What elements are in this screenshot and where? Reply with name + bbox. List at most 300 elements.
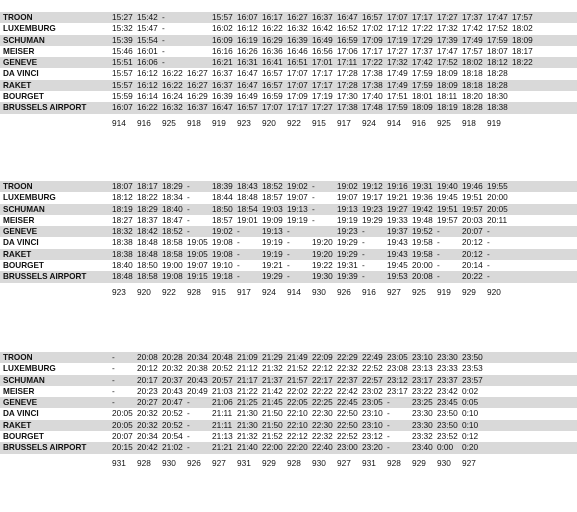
route-number: 929 bbox=[412, 457, 426, 468]
time-cell: 16:24 bbox=[162, 91, 183, 102]
stop-name: TROON bbox=[3, 13, 33, 22]
time-cell: 17:37 bbox=[412, 45, 433, 56]
time-cell: 18:54 bbox=[237, 203, 258, 214]
time-cell: 22:20 bbox=[287, 442, 308, 453]
timetable-block-1 bbox=[0, 12, 577, 131]
time-cell: - bbox=[312, 203, 315, 214]
route-number: 930 bbox=[312, 286, 326, 297]
time-cell: 16:47 bbox=[237, 79, 258, 90]
stop-row bbox=[0, 23, 577, 34]
time-cell: 19:57 bbox=[437, 214, 458, 225]
time-cell: 19:45 bbox=[387, 260, 408, 271]
time-cell: 21:50 bbox=[262, 419, 283, 430]
route-number: 916 bbox=[362, 286, 376, 297]
time-cell: 20:15 bbox=[112, 442, 133, 453]
stop-row bbox=[0, 102, 577, 113]
time-cell: 17:28 bbox=[337, 68, 358, 79]
time-cell: 18:50 bbox=[137, 260, 158, 271]
stop-row bbox=[0, 35, 577, 46]
time-cell: 15:47 bbox=[137, 23, 158, 34]
stop-row bbox=[0, 397, 577, 408]
route-number: 923 bbox=[237, 117, 251, 128]
stop-name: SCHUMAN bbox=[3, 35, 45, 45]
route-number: 919 bbox=[212, 117, 226, 128]
time-cell: 19:09 bbox=[262, 214, 283, 225]
time-cell: 20:05 bbox=[487, 203, 508, 214]
route-number: 920 bbox=[137, 286, 151, 297]
time-cell: 19:29 bbox=[362, 214, 383, 225]
time-cell: 16:37 bbox=[312, 12, 333, 22]
route-number: 930 bbox=[312, 457, 326, 468]
time-cell: 18:48 bbox=[237, 192, 258, 203]
time-cell: 20:05 bbox=[112, 419, 133, 430]
time-cell: 19:05 bbox=[187, 237, 208, 248]
stop-name: BOURGET bbox=[3, 261, 44, 271]
time-cell: 18:40 bbox=[162, 203, 183, 214]
time-cell: 19:16 bbox=[387, 181, 408, 191]
time-cell: - bbox=[437, 237, 440, 248]
time-cell: 17:07 bbox=[287, 79, 308, 90]
route-number: 929 bbox=[462, 286, 476, 297]
time-cell: 19:39 bbox=[337, 271, 358, 282]
time-cell: 16:52 bbox=[337, 23, 358, 34]
time-cell: 17:40 bbox=[362, 91, 383, 102]
time-cell: 21:32 bbox=[237, 431, 258, 442]
route-number: 917 bbox=[237, 286, 251, 297]
time-cell: 16:02 bbox=[212, 23, 233, 34]
time-cell: 22:10 bbox=[287, 419, 308, 430]
time-cell bbox=[187, 57, 212, 68]
time-cell: 22:57 bbox=[362, 374, 383, 385]
time-cell: 19:00 bbox=[162, 260, 183, 271]
time-cell: 19:23 bbox=[337, 226, 358, 237]
route-number: 924 bbox=[362, 117, 376, 128]
time-cell: 17:42 bbox=[412, 57, 433, 68]
route-number: 920 bbox=[487, 286, 501, 297]
time-cell: 19:19 bbox=[337, 214, 358, 225]
time-cell: 19:05 bbox=[187, 248, 208, 259]
time-cell: 19:13 bbox=[262, 226, 283, 237]
time-cell: - bbox=[387, 408, 390, 419]
time-cell: 15:27 bbox=[112, 12, 133, 22]
route-number: 928 bbox=[137, 457, 151, 468]
time-cell: 21:02 bbox=[162, 442, 183, 453]
time-cell: 17:32 bbox=[437, 23, 458, 34]
stop-row bbox=[0, 249, 577, 260]
time-cell: 19:43 bbox=[387, 237, 408, 248]
time-cell: 19:21 bbox=[262, 260, 283, 271]
route-number: 931 bbox=[112, 457, 126, 468]
time-cell: 21:03 bbox=[212, 385, 233, 396]
time-cell: 23:17 bbox=[412, 374, 433, 385]
time-cell: 18:32 bbox=[112, 226, 133, 237]
stop-name: LUXEMBURG bbox=[3, 24, 56, 34]
stop-name: TROON bbox=[3, 182, 33, 191]
stop-row bbox=[0, 408, 577, 419]
time-cell: - bbox=[362, 260, 365, 271]
stop-row bbox=[0, 12, 577, 23]
stop-row bbox=[0, 352, 577, 363]
route-number: 916 bbox=[137, 117, 151, 128]
stop-row bbox=[0, 442, 577, 453]
time-cell: 21:57 bbox=[287, 374, 308, 385]
time-cell: 15:57 bbox=[112, 68, 133, 79]
time-cell: 18:27 bbox=[112, 214, 133, 225]
time-cell: 20:07 bbox=[462, 226, 483, 237]
time-cell: 18:58 bbox=[137, 271, 158, 282]
time-cell: 17:39 bbox=[437, 34, 458, 45]
time-cell: 15:57 bbox=[112, 79, 133, 90]
time-cell: - bbox=[487, 260, 490, 271]
stop-row bbox=[0, 386, 577, 397]
time-cell: 19:20 bbox=[312, 248, 333, 259]
time-cell: 20:57 bbox=[212, 374, 233, 385]
time-cell: 17:28 bbox=[337, 79, 358, 90]
stop-name: DA VINCI bbox=[3, 409, 39, 419]
time-cell: 18:48 bbox=[137, 237, 158, 248]
stop-name: MEISER bbox=[3, 215, 35, 225]
time-cell: 20:43 bbox=[187, 374, 208, 385]
time-cell: 16:22 bbox=[162, 79, 183, 90]
time-cell: 15:39 bbox=[112, 34, 133, 45]
time-cell: 17:07 bbox=[387, 12, 408, 22]
time-cell: 17:32 bbox=[387, 57, 408, 68]
time-cell: 19:37 bbox=[387, 226, 408, 237]
time-cell: - bbox=[187, 181, 190, 191]
time-cell: 23:25 bbox=[412, 397, 433, 408]
time-cell: 16:19 bbox=[237, 34, 258, 45]
time-cell: 16:12 bbox=[137, 68, 158, 79]
time-cell: 17:38 bbox=[362, 79, 383, 90]
time-cell: - bbox=[237, 248, 240, 259]
time-cell: 16:09 bbox=[212, 34, 233, 45]
time-cell: 16:27 bbox=[187, 79, 208, 90]
time-cell: 20:00 bbox=[487, 192, 508, 203]
time-cell: 19:02 bbox=[212, 226, 233, 237]
time-cell: - bbox=[487, 237, 490, 248]
time-cell: 0:12 bbox=[462, 431, 479, 442]
time-cell: 22:29 bbox=[337, 352, 358, 362]
time-cell: 18:58 bbox=[162, 248, 183, 259]
time-cell: 18:09 bbox=[412, 102, 433, 113]
stop-name: BRUSSELS AIRPORT bbox=[3, 443, 87, 453]
time-cell: - bbox=[487, 271, 490, 282]
time-cell: 18:02 bbox=[462, 57, 483, 68]
time-cell: 19:19 bbox=[262, 237, 283, 248]
time-cell: 18:18 bbox=[462, 68, 483, 79]
stop-row bbox=[0, 271, 577, 282]
time-cell: 21:30 bbox=[237, 408, 258, 419]
route-number: 915 bbox=[212, 286, 226, 297]
time-cell: 23:57 bbox=[462, 374, 483, 385]
route-number: 925 bbox=[412, 286, 426, 297]
time-cell: - bbox=[312, 181, 315, 191]
time-cell: - bbox=[112, 352, 115, 362]
time-cell: 16:57 bbox=[237, 102, 258, 113]
route-number: 927 bbox=[212, 457, 226, 468]
time-cell: 23:12 bbox=[362, 431, 383, 442]
stop-name: LUXEMBURG bbox=[3, 193, 56, 203]
time-cell bbox=[187, 23, 212, 34]
time-cell: 20:05 bbox=[112, 408, 133, 419]
stop-row bbox=[0, 46, 577, 57]
time-cell: 17:17 bbox=[312, 79, 333, 90]
time-cell: 19:29 bbox=[337, 237, 358, 248]
time-cell: - bbox=[387, 442, 390, 453]
time-cell: 16:29 bbox=[262, 34, 283, 45]
time-cell: 19:15 bbox=[187, 271, 208, 282]
route-number: 922 bbox=[287, 117, 301, 128]
time-cell: - bbox=[162, 12, 165, 22]
time-cell: 18:09 bbox=[437, 68, 458, 79]
stop-name: RAKET bbox=[3, 249, 32, 259]
time-cell: - bbox=[162, 23, 165, 34]
time-cell: 18:40 bbox=[112, 260, 133, 271]
time-cell: 19:51 bbox=[437, 203, 458, 214]
time-cell: - bbox=[187, 203, 190, 214]
time-cell: - bbox=[437, 248, 440, 259]
time-cell: 16:36 bbox=[262, 45, 283, 56]
time-cell: 20:28 bbox=[162, 352, 183, 362]
time-cell: 19:23 bbox=[362, 203, 383, 214]
time-cell: 18:57 bbox=[212, 214, 233, 225]
time-cell: 16:12 bbox=[237, 23, 258, 34]
route-number: 924 bbox=[262, 286, 276, 297]
time-cell: 19:29 bbox=[262, 271, 283, 282]
time-cell: 19:51 bbox=[462, 192, 483, 203]
time-cell: 20:34 bbox=[187, 352, 208, 362]
route-number: 917 bbox=[337, 117, 351, 128]
timetable-block-2 bbox=[0, 181, 577, 300]
time-cell: 18:17 bbox=[137, 181, 158, 191]
time-cell: 17:17 bbox=[287, 102, 308, 113]
time-cell: 21:50 bbox=[262, 408, 283, 419]
time-cell: 16:37 bbox=[212, 79, 233, 90]
time-cell: - bbox=[287, 271, 290, 282]
time-cell: - bbox=[112, 363, 115, 374]
time-cell: 18:28 bbox=[462, 102, 483, 113]
stop-row bbox=[0, 226, 577, 237]
time-cell: 16:56 bbox=[312, 45, 333, 56]
stop-name: BOURGET bbox=[3, 92, 44, 102]
time-cell: 19:29 bbox=[337, 248, 358, 259]
time-cell: 20:32 bbox=[137, 408, 158, 419]
route-number: 930 bbox=[437, 457, 451, 468]
stop-name: SCHUMAN bbox=[3, 204, 45, 214]
time-cell: 19:01 bbox=[237, 214, 258, 225]
time-cell: 20:32 bbox=[162, 363, 183, 374]
time-cell: 21:17 bbox=[237, 374, 258, 385]
time-cell: 19:07 bbox=[287, 192, 308, 203]
time-cell: 20:52 bbox=[212, 363, 233, 374]
stop-name: GENEVE bbox=[3, 227, 38, 237]
time-cell: 18:07 bbox=[112, 181, 133, 191]
stop-name: DA VINCI bbox=[3, 69, 39, 79]
time-cell: 18:01 bbox=[412, 91, 433, 102]
time-cell: 17:59 bbox=[387, 102, 408, 113]
time-cell: 16:31 bbox=[237, 57, 258, 68]
time-cell: 19:45 bbox=[437, 192, 458, 203]
time-cell: 21:11 bbox=[212, 408, 233, 419]
stop-name: GENEVE bbox=[3, 58, 38, 68]
route-number: 931 bbox=[237, 457, 251, 468]
time-cell: 22:49 bbox=[362, 352, 383, 362]
time-cell: 17:59 bbox=[412, 68, 433, 79]
time-cell: 23:10 bbox=[362, 419, 383, 430]
time-cell: 17:27 bbox=[387, 45, 408, 56]
route-row-spacer bbox=[0, 456, 112, 471]
time-cell: - bbox=[187, 408, 190, 419]
time-cell: 19:19 bbox=[287, 214, 308, 225]
time-cell: 16:14 bbox=[137, 91, 158, 102]
time-cell: 23:33 bbox=[437, 363, 458, 374]
time-cell: 18:20 bbox=[462, 91, 483, 102]
stop-row bbox=[0, 237, 577, 248]
time-cell: 22:22 bbox=[312, 385, 333, 396]
time-cell: - bbox=[162, 45, 165, 56]
time-cell: 17:57 bbox=[462, 45, 483, 56]
time-cell: - bbox=[187, 397, 190, 408]
time-cell: 18:39 bbox=[212, 181, 233, 191]
time-cell: 18:29 bbox=[162, 181, 183, 191]
time-cell: 19:46 bbox=[462, 181, 483, 191]
time-cell: 21:45 bbox=[262, 397, 283, 408]
time-cell: 20:34 bbox=[137, 431, 158, 442]
time-cell: - bbox=[437, 271, 440, 282]
time-cell: 23:00 bbox=[337, 442, 358, 453]
time-cell: 19:20 bbox=[312, 237, 333, 248]
stop-row bbox=[0, 181, 577, 192]
time-cell: - bbox=[237, 260, 240, 271]
route-row-spacer bbox=[0, 285, 112, 300]
route-number: 919 bbox=[437, 286, 451, 297]
time-cell: 19:48 bbox=[412, 214, 433, 225]
time-cell: 23:37 bbox=[437, 374, 458, 385]
time-cell bbox=[187, 46, 212, 57]
time-cell: 16:39 bbox=[212, 91, 233, 102]
time-cell: - bbox=[437, 226, 440, 237]
time-cell: 16:22 bbox=[262, 23, 283, 34]
route-number: 914 bbox=[387, 117, 401, 128]
time-cell: 20:42 bbox=[137, 442, 158, 453]
route-number: 916 bbox=[412, 117, 426, 128]
time-cell: 23:12 bbox=[387, 374, 408, 385]
stop-name: BRUSSELS AIRPORT bbox=[3, 103, 87, 113]
time-cell: 16:57 bbox=[262, 68, 283, 79]
time-cell: 19:31 bbox=[412, 181, 433, 191]
time-cell: 23:13 bbox=[412, 363, 433, 374]
time-cell: 19:42 bbox=[412, 203, 433, 214]
time-cell: 22:25 bbox=[312, 397, 333, 408]
time-cell: 20:00 bbox=[412, 260, 433, 271]
stop-name: GENEVE bbox=[3, 398, 38, 408]
time-cell: 22:05 bbox=[287, 397, 308, 408]
time-cell: 18:22 bbox=[512, 57, 533, 68]
time-cell: 16:59 bbox=[262, 91, 283, 102]
time-cell: - bbox=[162, 57, 165, 68]
time-cell: 23:52 bbox=[437, 431, 458, 442]
time-cell: 0:20 bbox=[462, 442, 479, 453]
time-cell: 20:12 bbox=[462, 248, 483, 259]
time-cell: 23:40 bbox=[412, 442, 433, 453]
time-cell: 22:30 bbox=[312, 408, 333, 419]
time-cell: - bbox=[237, 226, 240, 237]
time-cell: 21:42 bbox=[262, 385, 283, 396]
time-cell: 23:08 bbox=[387, 363, 408, 374]
stop-name: MEISER bbox=[3, 386, 35, 396]
time-cell: 22:00 bbox=[262, 442, 283, 453]
time-cell: - bbox=[487, 226, 490, 237]
time-cell: 19:43 bbox=[387, 248, 408, 259]
time-cell: 18:47 bbox=[162, 214, 183, 225]
time-cell: 17:49 bbox=[387, 79, 408, 90]
time-cell bbox=[187, 12, 212, 23]
time-cell: 20:47 bbox=[162, 397, 183, 408]
time-cell: 21:25 bbox=[237, 397, 258, 408]
route-number: 918 bbox=[462, 117, 476, 128]
time-cell: 18:52 bbox=[162, 226, 183, 237]
time-cell: 17:42 bbox=[462, 23, 483, 34]
time-cell: 18:34 bbox=[162, 192, 183, 203]
time-cell: 16:51 bbox=[287, 57, 308, 68]
route-number: 925 bbox=[162, 117, 176, 128]
time-cell: 23:32 bbox=[412, 431, 433, 442]
time-cell: 18:48 bbox=[137, 248, 158, 259]
stop-row bbox=[0, 363, 577, 374]
time-cell: 18:12 bbox=[487, 57, 508, 68]
time-cell: 18:07 bbox=[487, 45, 508, 56]
time-cell: 20:43 bbox=[162, 385, 183, 396]
time-cell: 23:05 bbox=[362, 397, 383, 408]
time-cell: 17:38 bbox=[362, 68, 383, 79]
time-cell: 17:52 bbox=[437, 57, 458, 68]
time-cell: 16:07 bbox=[112, 102, 133, 113]
time-cell: 16:41 bbox=[262, 57, 283, 68]
route-number: 914 bbox=[112, 117, 126, 128]
time-cell: 16:42 bbox=[312, 23, 333, 34]
route-number: 927 bbox=[387, 286, 401, 297]
time-cell: 16:59 bbox=[337, 34, 358, 45]
time-cell: 20:17 bbox=[137, 374, 158, 385]
time-cell: 22:52 bbox=[337, 431, 358, 442]
time-cell: 18:50 bbox=[212, 203, 233, 214]
route-number: 923 bbox=[112, 286, 126, 297]
time-cell: 19:19 bbox=[262, 248, 283, 259]
time-cell: 19:40 bbox=[437, 181, 458, 191]
time-cell: 17:17 bbox=[412, 12, 433, 22]
time-cell: - bbox=[162, 34, 165, 45]
time-cell: - bbox=[387, 431, 390, 442]
time-cell: 16:17 bbox=[262, 12, 283, 22]
time-cell: 18:37 bbox=[137, 214, 158, 225]
time-cell: 17:57 bbox=[512, 12, 533, 22]
time-cell: 16:47 bbox=[337, 12, 358, 22]
time-cell: 22:45 bbox=[337, 397, 358, 408]
time-cell: 21:09 bbox=[237, 352, 258, 362]
time-cell: 19:03 bbox=[262, 203, 283, 214]
time-cell: 21:12 bbox=[237, 363, 258, 374]
time-cell: 19:52 bbox=[412, 226, 433, 237]
time-cell: 16:22 bbox=[137, 102, 158, 113]
time-cell: 18:44 bbox=[212, 192, 233, 203]
time-cell: 21:22 bbox=[237, 385, 258, 396]
route-number-row bbox=[0, 285, 577, 300]
time-cell: 0:00 bbox=[437, 442, 454, 453]
stop-name: TROON bbox=[3, 353, 33, 362]
time-cell: 18:57 bbox=[262, 192, 283, 203]
time-cell: 23:50 bbox=[437, 419, 458, 430]
time-cell: 15:32 bbox=[112, 23, 133, 34]
